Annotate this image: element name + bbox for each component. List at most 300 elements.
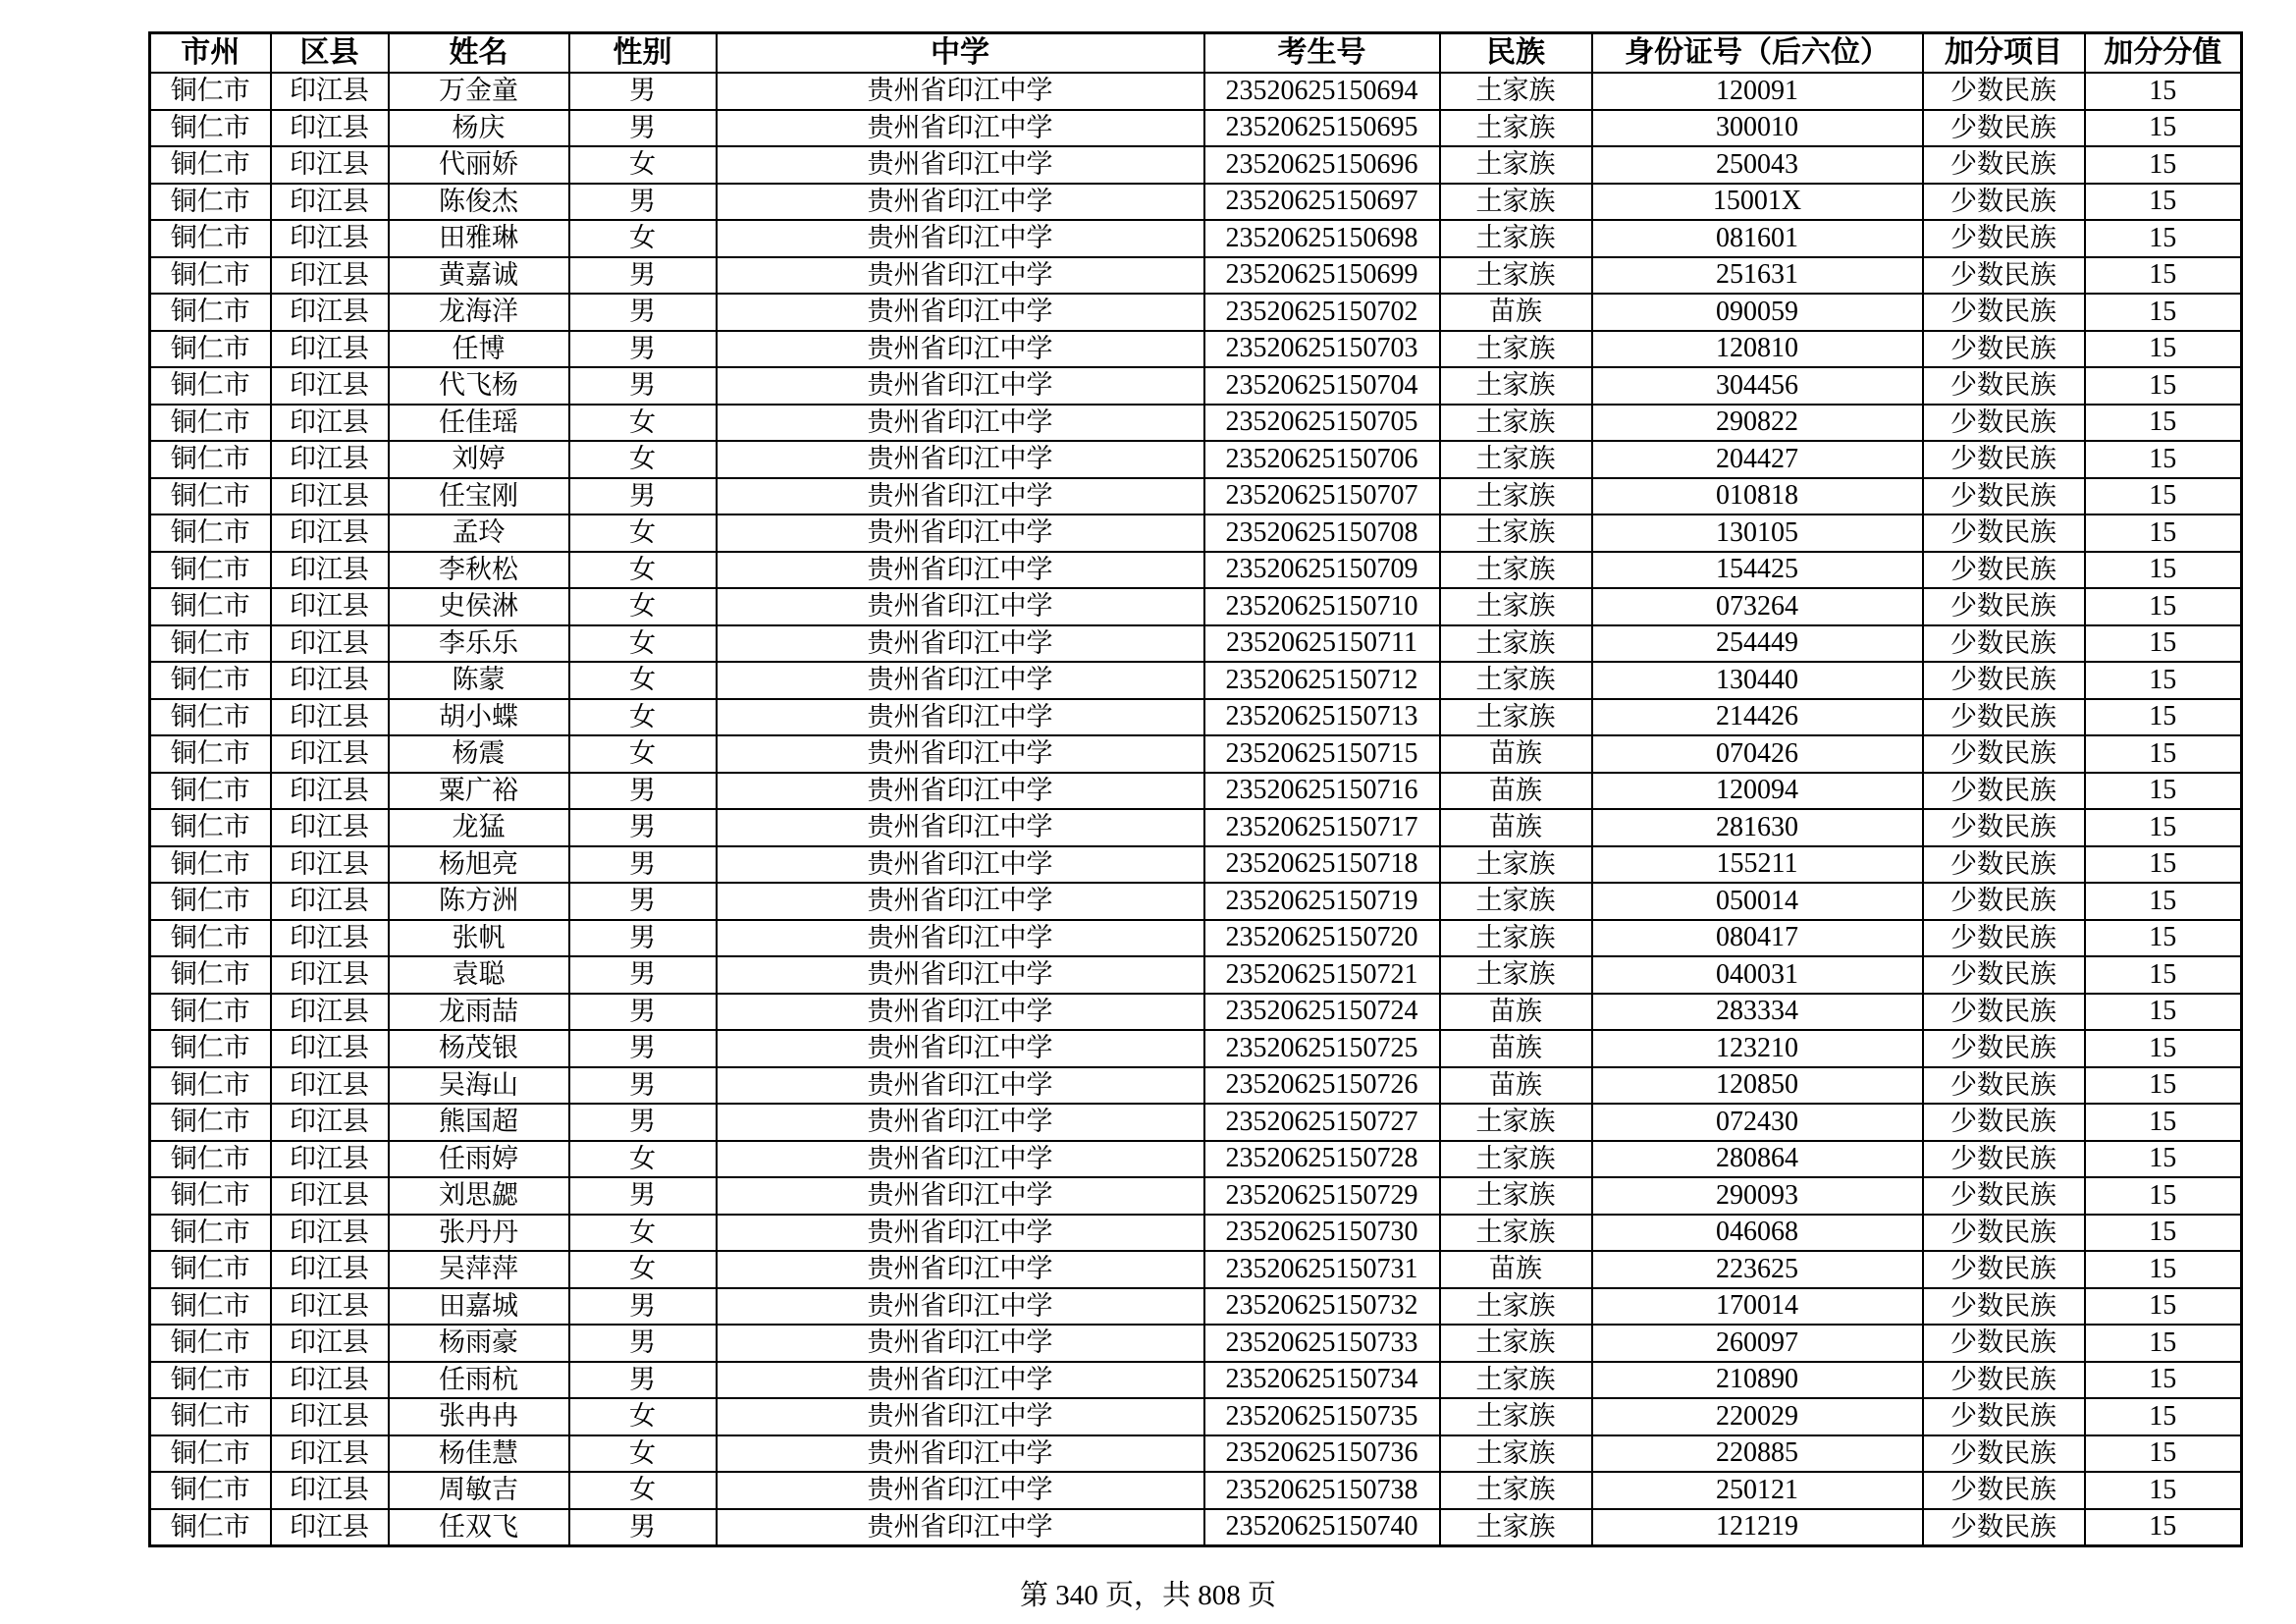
gender-cell: 男 — [569, 846, 717, 884]
gender-cell: 男 — [569, 110, 717, 147]
ethnicity-cell: 土家族 — [1440, 220, 1592, 257]
bonus-item-cell: 少数民族 — [1923, 1362, 2085, 1399]
bonus-item-cell: 少数民族 — [1923, 1067, 2085, 1105]
exam-number-cell: 23520625150733 — [1204, 1325, 1440, 1362]
gender-cell: 女 — [569, 405, 717, 442]
name-cell: 张冉冉 — [389, 1398, 569, 1435]
bonus-value-cell: 15 — [2085, 514, 2242, 552]
name-cell: 田雅琳 — [389, 220, 569, 257]
bonus-value-cell: 15 — [2085, 73, 2242, 110]
city-cell: 铜仁市 — [150, 920, 271, 957]
gender-cell: 男 — [569, 809, 717, 846]
exam-number-cell: 23520625150709 — [1204, 552, 1440, 589]
school-cell: 贵州省印江中学 — [717, 1509, 1204, 1546]
name-cell: 杨雨豪 — [389, 1325, 569, 1362]
county-cell: 印江县 — [271, 1215, 389, 1252]
header-exam-number: 考生号 — [1204, 33, 1440, 74]
bonus-item-cell: 少数民族 — [1923, 331, 2085, 368]
exam-number-cell: 23520625150696 — [1204, 146, 1440, 184]
county-cell: 印江县 — [271, 220, 389, 257]
bonus-item-cell: 少数民族 — [1923, 257, 2085, 295]
county-cell: 印江县 — [271, 294, 389, 331]
bonus-value-cell: 15 — [2085, 1067, 2242, 1105]
school-cell: 贵州省印江中学 — [717, 441, 1204, 478]
city-cell: 铜仁市 — [150, 809, 271, 846]
gender-cell: 女 — [569, 1435, 717, 1473]
school-cell: 贵州省印江中学 — [717, 184, 1204, 221]
id-last-six-cell: 210890 — [1592, 1362, 1923, 1399]
id-last-six-cell: 130105 — [1592, 514, 1923, 552]
exam-number-cell: 23520625150732 — [1204, 1288, 1440, 1326]
name-cell: 张帆 — [389, 920, 569, 957]
exam-number-cell: 23520625150706 — [1204, 441, 1440, 478]
id-last-six-cell: 050014 — [1592, 883, 1923, 920]
table-row — [150, 1325, 2242, 1362]
bonus-item-cell: 少数民族 — [1923, 1141, 2085, 1178]
name-cell: 黄嘉诚 — [389, 257, 569, 295]
school-cell: 贵州省印江中学 — [717, 1288, 1204, 1326]
name-cell: 粟广裕 — [389, 773, 569, 810]
page-footer: 第 340 页，共 808 页 — [1019, 1580, 1276, 1611]
header-ethnicity: 民族 — [1440, 33, 1592, 74]
city-cell: 铜仁市 — [150, 662, 271, 699]
county-cell: 印江县 — [271, 110, 389, 147]
id-last-six-cell: 15001X — [1592, 184, 1923, 221]
id-last-six-cell: 072430 — [1592, 1104, 1923, 1141]
bonus-value-cell: 15 — [2085, 294, 2242, 331]
id-last-six-cell: 260097 — [1592, 1325, 1923, 1362]
table-row — [150, 1141, 2242, 1178]
bonus-item-cell: 少数民族 — [1923, 625, 2085, 663]
school-cell: 贵州省印江中学 — [717, 1141, 1204, 1178]
gender-cell: 男 — [569, 1509, 717, 1546]
exam-number-cell: 23520625150713 — [1204, 699, 1440, 736]
table-row — [150, 883, 2242, 920]
table-row — [150, 1177, 2242, 1215]
ethnicity-cell: 苗族 — [1440, 294, 1592, 331]
exam-number-cell: 23520625150710 — [1204, 588, 1440, 625]
ethnicity-cell: 苗族 — [1440, 809, 1592, 846]
city-cell: 铜仁市 — [150, 184, 271, 221]
bonus-item-cell: 少数民族 — [1923, 956, 2085, 994]
county-cell: 印江县 — [271, 773, 389, 810]
header-county: 区县 — [271, 33, 389, 74]
ethnicity-cell: 土家族 — [1440, 552, 1592, 589]
bonus-item-cell: 少数民族 — [1923, 994, 2085, 1031]
ethnicity-cell: 土家族 — [1440, 184, 1592, 221]
name-cell: 李秋松 — [389, 552, 569, 589]
id-last-six-cell: 040031 — [1592, 956, 1923, 994]
bonus-item-cell: 少数民族 — [1923, 1215, 2085, 1252]
exam-number-cell: 23520625150704 — [1204, 367, 1440, 405]
city-cell: 铜仁市 — [150, 146, 271, 184]
bonus-value-cell: 15 — [2085, 1288, 2242, 1326]
county-cell: 印江县 — [271, 257, 389, 295]
county-cell: 印江县 — [271, 1509, 389, 1546]
id-last-six-cell: 304456 — [1592, 367, 1923, 405]
bonus-value-cell: 15 — [2085, 367, 2242, 405]
bonus-item-cell: 少数民族 — [1923, 405, 2085, 442]
school-cell: 贵州省印江中学 — [717, 552, 1204, 589]
city-cell: 铜仁市 — [150, 625, 271, 663]
school-cell: 贵州省印江中学 — [717, 1030, 1204, 1067]
bonus-item-cell: 少数民族 — [1923, 1325, 2085, 1362]
bonus-item-cell: 少数民族 — [1923, 552, 2085, 589]
gender-cell: 女 — [569, 552, 717, 589]
school-cell: 贵州省印江中学 — [717, 146, 1204, 184]
school-cell: 贵州省印江中学 — [717, 1177, 1204, 1215]
table-row — [150, 735, 2242, 773]
table-row — [150, 1435, 2242, 1473]
table-row — [150, 1398, 2242, 1435]
city-cell: 铜仁市 — [150, 294, 271, 331]
bonus-item-cell: 少数民族 — [1923, 441, 2085, 478]
bonus-value-cell: 15 — [2085, 625, 2242, 663]
table-row — [150, 73, 2242, 110]
id-last-six-cell: 214426 — [1592, 699, 1923, 736]
gender-cell: 男 — [569, 773, 717, 810]
id-last-six-cell: 120850 — [1592, 1067, 1923, 1105]
gender-cell: 男 — [569, 331, 717, 368]
table-row — [150, 956, 2242, 994]
ethnicity-cell: 土家族 — [1440, 1215, 1592, 1252]
school-cell: 贵州省印江中学 — [717, 1362, 1204, 1399]
name-cell: 代飞杨 — [389, 367, 569, 405]
exam-number-cell: 23520625150726 — [1204, 1067, 1440, 1105]
school-cell: 贵州省印江中学 — [717, 1325, 1204, 1362]
table-row — [150, 1288, 2242, 1326]
ethnicity-cell: 苗族 — [1440, 773, 1592, 810]
exam-number-cell: 23520625150707 — [1204, 478, 1440, 515]
table-row — [150, 1215, 2242, 1252]
id-last-six-cell: 120810 — [1592, 331, 1923, 368]
table-row — [150, 662, 2242, 699]
name-cell: 龙海洋 — [389, 294, 569, 331]
school-cell: 贵州省印江中学 — [717, 1104, 1204, 1141]
bonus-item-cell: 少数民族 — [1923, 846, 2085, 884]
city-cell: 铜仁市 — [150, 257, 271, 295]
gender-cell: 女 — [569, 514, 717, 552]
ethnicity-cell: 苗族 — [1440, 994, 1592, 1031]
bonus-item-cell: 少数民族 — [1923, 699, 2085, 736]
header-city: 市州 — [150, 33, 271, 74]
city-cell: 铜仁市 — [150, 331, 271, 368]
gender-cell: 男 — [569, 478, 717, 515]
exam-number-cell: 23520625150730 — [1204, 1215, 1440, 1252]
ethnicity-cell: 土家族 — [1440, 588, 1592, 625]
county-cell: 印江县 — [271, 1067, 389, 1105]
county-cell: 印江县 — [271, 478, 389, 515]
exam-number-cell: 23520625150736 — [1204, 1435, 1440, 1473]
name-cell: 陈俊杰 — [389, 184, 569, 221]
ethnicity-cell: 土家族 — [1440, 514, 1592, 552]
id-last-six-cell: 223625 — [1592, 1251, 1923, 1288]
exam-number-cell: 23520625150718 — [1204, 846, 1440, 884]
table-row — [150, 110, 2242, 147]
id-last-six-cell: 010818 — [1592, 478, 1923, 515]
school-cell: 贵州省印江中学 — [717, 1398, 1204, 1435]
ethnicity-cell: 土家族 — [1440, 625, 1592, 663]
gender-cell: 男 — [569, 1104, 717, 1141]
ethnicity-cell: 土家族 — [1440, 1398, 1592, 1435]
table-row — [150, 146, 2242, 184]
bonus-value-cell: 15 — [2085, 1325, 2242, 1362]
city-cell: 铜仁市 — [150, 1435, 271, 1473]
id-last-six-cell: 280864 — [1592, 1141, 1923, 1178]
name-cell: 陈蒙 — [389, 662, 569, 699]
gender-cell: 男 — [569, 1325, 717, 1362]
gender-cell: 男 — [569, 73, 717, 110]
gender-cell: 男 — [569, 1362, 717, 1399]
table-row — [150, 257, 2242, 295]
table-row — [150, 1472, 2242, 1509]
id-last-six-cell: 046068 — [1592, 1215, 1923, 1252]
bonus-value-cell: 15 — [2085, 257, 2242, 295]
ethnicity-cell: 土家族 — [1440, 331, 1592, 368]
bonus-value-cell: 15 — [2085, 478, 2242, 515]
header-name: 姓名 — [389, 33, 569, 74]
name-cell: 史侯淋 — [389, 588, 569, 625]
city-cell: 铜仁市 — [150, 110, 271, 147]
bonus-item-cell: 少数民族 — [1923, 110, 2085, 147]
ethnicity-cell: 土家族 — [1440, 699, 1592, 736]
bonus-points-table — [148, 31, 2243, 1547]
bonus-item-cell: 少数民族 — [1923, 146, 2085, 184]
ethnicity-cell: 苗族 — [1440, 1251, 1592, 1288]
gender-cell: 男 — [569, 1177, 717, 1215]
county-cell: 印江县 — [271, 883, 389, 920]
id-last-six-cell: 250121 — [1592, 1472, 1923, 1509]
id-last-six-cell: 220029 — [1592, 1398, 1923, 1435]
school-cell: 贵州省印江中学 — [717, 809, 1204, 846]
name-cell: 张丹丹 — [389, 1215, 569, 1252]
bonus-value-cell: 15 — [2085, 220, 2242, 257]
ethnicity-cell: 土家族 — [1440, 441, 1592, 478]
school-cell: 贵州省印江中学 — [717, 883, 1204, 920]
ethnicity-cell: 土家族 — [1440, 1509, 1592, 1546]
school-cell: 贵州省印江中学 — [717, 294, 1204, 331]
id-last-six-cell: 121219 — [1592, 1509, 1923, 1546]
county-cell: 印江县 — [271, 1251, 389, 1288]
table-row — [150, 405, 2242, 442]
gender-cell: 男 — [569, 1067, 717, 1105]
city-cell: 铜仁市 — [150, 1325, 271, 1362]
gender-cell: 女 — [569, 146, 717, 184]
ethnicity-cell: 土家族 — [1440, 1362, 1592, 1399]
gender-cell: 女 — [569, 220, 717, 257]
table-row — [150, 699, 2242, 736]
county-cell: 印江县 — [271, 514, 389, 552]
county-cell: 印江县 — [271, 1472, 389, 1509]
bonus-item-cell: 少数民族 — [1923, 184, 2085, 221]
bonus-value-cell: 15 — [2085, 809, 2242, 846]
name-cell: 任雨杭 — [389, 1362, 569, 1399]
bonus-item-cell: 少数民族 — [1923, 1398, 2085, 1435]
bonus-value-cell: 15 — [2085, 1215, 2242, 1252]
gender-cell: 男 — [569, 994, 717, 1031]
gender-cell: 男 — [569, 294, 717, 331]
county-cell: 印江县 — [271, 1288, 389, 1326]
name-cell: 杨旭亮 — [389, 846, 569, 884]
name-cell: 李乐乐 — [389, 625, 569, 663]
bonus-value-cell: 15 — [2085, 1141, 2242, 1178]
gender-cell: 男 — [569, 956, 717, 994]
ethnicity-cell: 苗族 — [1440, 735, 1592, 773]
city-cell: 铜仁市 — [150, 1030, 271, 1067]
city-cell: 铜仁市 — [150, 588, 271, 625]
id-last-six-cell: 120091 — [1592, 73, 1923, 110]
city-cell: 铜仁市 — [150, 1141, 271, 1178]
bonus-item-cell: 少数民族 — [1923, 883, 2085, 920]
bonus-value-cell: 15 — [2085, 920, 2242, 957]
ethnicity-cell: 土家族 — [1440, 883, 1592, 920]
city-cell: 铜仁市 — [150, 514, 271, 552]
exam-number-cell: 23520625150729 — [1204, 1177, 1440, 1215]
school-cell: 贵州省印江中学 — [717, 220, 1204, 257]
bonus-item-cell: 少数民族 — [1923, 1288, 2085, 1326]
bonus-item-cell: 少数民族 — [1923, 478, 2085, 515]
id-last-six-cell: 080417 — [1592, 920, 1923, 957]
city-cell: 铜仁市 — [150, 552, 271, 589]
city-cell: 铜仁市 — [150, 1251, 271, 1288]
school-cell: 贵州省印江中学 — [717, 1067, 1204, 1105]
exam-number-cell: 23520625150727 — [1204, 1104, 1440, 1141]
city-cell: 铜仁市 — [150, 73, 271, 110]
city-cell: 铜仁市 — [150, 1509, 271, 1546]
city-cell: 铜仁市 — [150, 994, 271, 1031]
school-cell: 贵州省印江中学 — [717, 662, 1204, 699]
name-cell: 刘婷 — [389, 441, 569, 478]
school-cell: 贵州省印江中学 — [717, 478, 1204, 515]
county-cell: 印江县 — [271, 994, 389, 1031]
exam-number-cell: 23520625150708 — [1204, 514, 1440, 552]
exam-number-cell: 23520625150703 — [1204, 331, 1440, 368]
gender-cell: 女 — [569, 735, 717, 773]
ethnicity-cell: 土家族 — [1440, 956, 1592, 994]
bonus-item-cell: 少数民族 — [1923, 773, 2085, 810]
name-cell: 杨震 — [389, 735, 569, 773]
exam-number-cell: 23520625150720 — [1204, 920, 1440, 957]
bonus-value-cell: 15 — [2085, 552, 2242, 589]
header-bonus-value: 加分分值 — [2085, 33, 2242, 74]
bonus-item-cell: 少数民族 — [1923, 1177, 2085, 1215]
ethnicity-cell: 土家族 — [1440, 1435, 1592, 1473]
id-last-six-cell: 081601 — [1592, 220, 1923, 257]
id-last-six-cell: 290822 — [1592, 405, 1923, 442]
id-last-six-cell: 130440 — [1592, 662, 1923, 699]
id-last-six-cell: 170014 — [1592, 1288, 1923, 1326]
city-cell: 铜仁市 — [150, 367, 271, 405]
table-row — [150, 1067, 2242, 1105]
city-cell: 铜仁市 — [150, 1362, 271, 1399]
school-cell: 贵州省印江中学 — [717, 1472, 1204, 1509]
bonus-value-cell: 15 — [2085, 588, 2242, 625]
ethnicity-cell: 土家族 — [1440, 146, 1592, 184]
county-cell: 印江县 — [271, 552, 389, 589]
name-cell: 万金童 — [389, 73, 569, 110]
exam-number-cell: 23520625150740 — [1204, 1509, 1440, 1546]
school-cell: 贵州省印江中学 — [717, 920, 1204, 957]
bonus-item-cell: 少数民族 — [1923, 73, 2085, 110]
id-last-six-cell: 070426 — [1592, 735, 1923, 773]
bonus-value-cell: 15 — [2085, 956, 2242, 994]
table-row — [150, 552, 2242, 589]
exam-number-cell: 23520625150721 — [1204, 956, 1440, 994]
gender-cell: 女 — [569, 1251, 717, 1288]
school-cell: 贵州省印江中学 — [717, 110, 1204, 147]
table-row — [150, 331, 2242, 368]
bonus-item-cell: 少数民族 — [1923, 1104, 2085, 1141]
county-cell: 印江县 — [271, 588, 389, 625]
exam-number-cell: 23520625150717 — [1204, 809, 1440, 846]
id-last-six-cell: 204427 — [1592, 441, 1923, 478]
gender-cell: 男 — [569, 367, 717, 405]
name-cell: 龙雨喆 — [389, 994, 569, 1031]
bonus-value-cell: 15 — [2085, 146, 2242, 184]
ethnicity-cell: 土家族 — [1440, 920, 1592, 957]
city-cell: 铜仁市 — [150, 699, 271, 736]
table-row — [150, 588, 2242, 625]
county-cell: 印江县 — [271, 735, 389, 773]
county-cell: 印江县 — [271, 956, 389, 994]
city-cell: 铜仁市 — [150, 405, 271, 442]
bonus-value-cell: 15 — [2085, 331, 2242, 368]
bonus-value-cell: 15 — [2085, 1398, 2242, 1435]
city-cell: 铜仁市 — [150, 1398, 271, 1435]
bonus-item-cell: 少数民族 — [1923, 294, 2085, 331]
id-last-six-cell: 120094 — [1592, 773, 1923, 810]
name-cell: 代丽娇 — [389, 146, 569, 184]
school-cell: 贵州省印江中学 — [717, 331, 1204, 368]
bonus-value-cell: 15 — [2085, 1509, 2242, 1546]
city-cell: 铜仁市 — [150, 1288, 271, 1326]
id-last-six-cell: 073264 — [1592, 588, 1923, 625]
ethnicity-cell: 土家族 — [1440, 1141, 1592, 1178]
school-cell: 贵州省印江中学 — [717, 1215, 1204, 1252]
city-cell: 铜仁市 — [150, 1177, 271, 1215]
city-cell: 铜仁市 — [150, 478, 271, 515]
county-cell: 印江县 — [271, 920, 389, 957]
table-row — [150, 514, 2242, 552]
ethnicity-cell: 苗族 — [1440, 1030, 1592, 1067]
city-cell: 铜仁市 — [150, 1067, 271, 1105]
id-last-six-cell: 300010 — [1592, 110, 1923, 147]
name-cell: 熊国超 — [389, 1104, 569, 1141]
bonus-item-cell: 少数民族 — [1923, 1251, 2085, 1288]
county-cell: 印江县 — [271, 1435, 389, 1473]
id-last-six-cell: 281630 — [1592, 809, 1923, 846]
exam-number-cell: 23520625150725 — [1204, 1030, 1440, 1067]
school-cell: 贵州省印江中学 — [717, 367, 1204, 405]
ethnicity-cell: 土家族 — [1440, 1288, 1592, 1326]
bonus-value-cell: 15 — [2085, 735, 2242, 773]
id-last-six-cell: 090059 — [1592, 294, 1923, 331]
ethnicity-cell: 土家族 — [1440, 405, 1592, 442]
city-cell: 铜仁市 — [150, 220, 271, 257]
name-cell: 任雨婷 — [389, 1141, 569, 1178]
gender-cell: 男 — [569, 184, 717, 221]
ethnicity-cell: 土家族 — [1440, 367, 1592, 405]
bonus-item-cell: 少数民族 — [1923, 1472, 2085, 1509]
name-cell: 杨茂银 — [389, 1030, 569, 1067]
exam-number-cell: 23520625150711 — [1204, 625, 1440, 663]
name-cell: 任佳瑶 — [389, 405, 569, 442]
county-cell: 印江县 — [271, 331, 389, 368]
school-cell: 贵州省印江中学 — [717, 699, 1204, 736]
exam-number-cell: 23520625150724 — [1204, 994, 1440, 1031]
bonus-item-cell: 少数民族 — [1923, 1509, 2085, 1546]
city-cell: 铜仁市 — [150, 1104, 271, 1141]
